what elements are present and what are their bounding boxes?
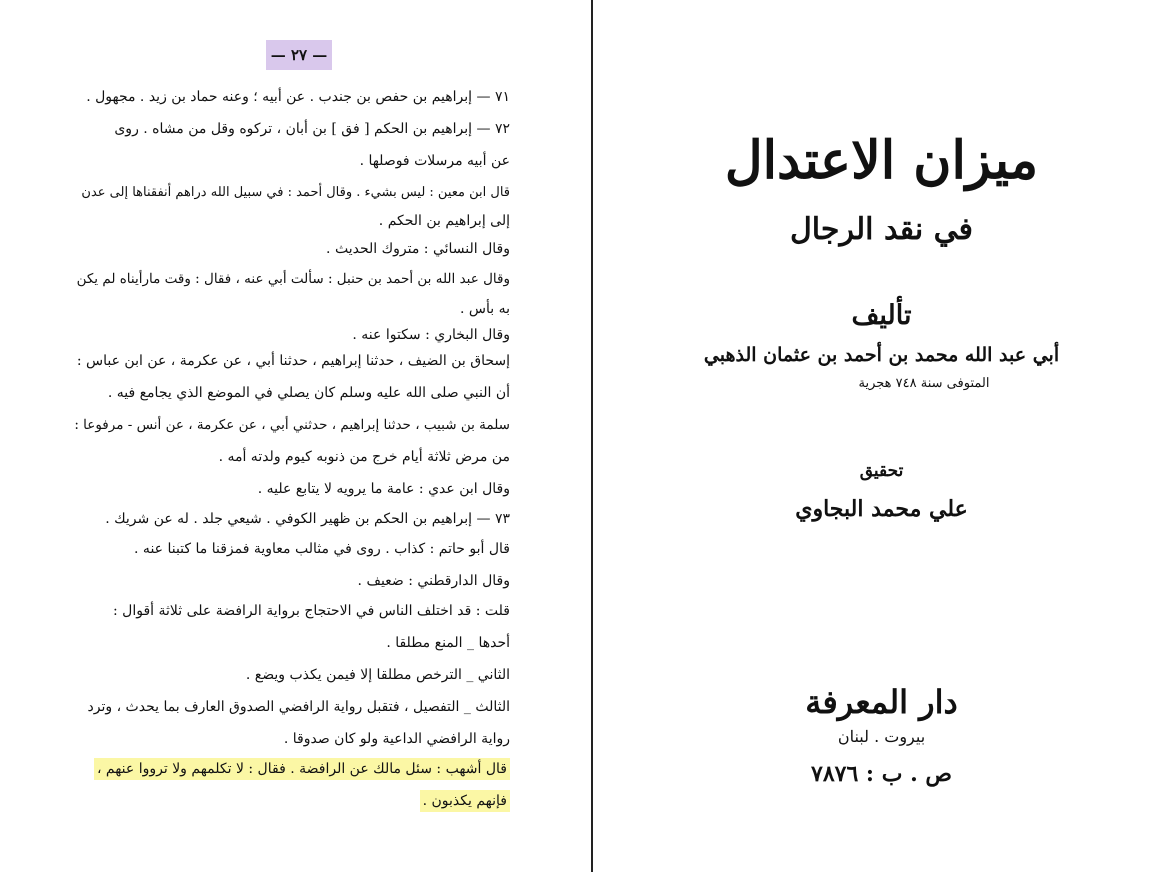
text-line: رواية الرافضي الداعية ولو كان صدوقا . [283, 731, 510, 747]
page-number: — ٢٧ — [266, 40, 332, 70]
text-line: أحدها _ المنع مطلقا . [386, 635, 510, 651]
text-line: ٧٣ — إبراهيم بن الحكم بن ظهير الكوفي . شيعي جلد . له عن شريك . [105, 511, 510, 527]
text-line: وقال النسائي : متروك الحديث . [326, 241, 510, 257]
text-line: ٧٢ — إبراهيم بن الحكم [ فق ] بن أبان ، تركوه وقل من مشاه . روى [114, 121, 510, 137]
publisher-city: بيروت . لبنان [837, 727, 926, 746]
highlighted-line: قال أشهب : سئل مالك عن الرافضة . فقال : لا تكلمهم ولا ترووا عنهم ، [94, 758, 510, 780]
text-line: قال ابن معين : ليس بشيء . وقال أحمد : في سبيل الله دراهم أنفقناها إلى عدن [81, 185, 510, 200]
title-page [594, 0, 1169, 872]
author-death-note: المتوفى سنة ٧٤٨ هجرية [858, 376, 990, 391]
text-line: به بأس . [459, 301, 510, 317]
book-title: ميزان الاعتدال [724, 130, 1039, 191]
text-line: ٧١ — إبراهيم بن حفص بن جندب . عن أبيه ؛ وعنه حماد بن زيد . مجهول . [86, 89, 510, 105]
book-subtitle: في نقد الرجال [789, 212, 974, 247]
text-line: وقال الدارقطني : ضعيف . [357, 573, 510, 589]
text-line: وقال البخاري : سكتوا عنه . [352, 327, 510, 343]
text-line: سلمة بن شبيب ، حدثنا إبراهيم ، حدثني أبي ، عن عكرمة ، عن أنس - مرفوعا : [74, 417, 510, 433]
authorship-label: تأليف [851, 300, 912, 331]
text-line: إلى إبراهيم بن الحكم . [378, 213, 510, 229]
text-line: من مرض ثلاثة أيام خرج من ذنوبه كيوم ولدته أمه . [218, 449, 510, 465]
text-line: عن أبيه مرسلات فوصلها . [359, 153, 510, 169]
text-line: الثاني _ الترخص مطلقا إلا فيمن يكذب ويضع . [245, 667, 510, 683]
editor-label: تحقيق [859, 461, 904, 481]
text-line: أن النبي صلى الله عليه وسلم كان يصلي في الموضع الذي يجامع فيه . [107, 385, 510, 401]
text-line: الثالث _ التفصيل ، فتقبل رواية الرافضي الصدوق العارف بما يحدث ، وترد [87, 699, 510, 715]
highlighted-line: فإنهم يكذبون . [420, 790, 510, 812]
text-line: قلت : قد اختلف الناس في الاحتجاج برواية الرافضة على ثلاثة أقوال : [112, 603, 510, 619]
text-line: وقال عبد الله بن أحمد بن حنبل : سألت أبي عنه ، فقال : وقت مارأيناه لم يكن [76, 271, 510, 287]
page-divider [591, 0, 593, 872]
text-line: إسحاق بن الضيف ، حدثنا إبراهيم ، حدثنا أبي ، عن عكرمة ، عن ابن عباس : [76, 353, 510, 369]
author-name: أبي عبد الله محمد بن أحمد بن عثمان الذهبي [703, 344, 1060, 366]
text-line: وقال ابن عدي : عامة ما يرويه لا يتابع عليه . [257, 481, 510, 497]
text-line: قال أبو حاتم : كذاب . روى في مثالب معاوية فمزقنا ما كتبنا عنه . [134, 541, 510, 557]
editor-name: علي محمد البجاوي [795, 496, 968, 522]
publisher-po-box: ص . ب : ٧٨٧٦ [811, 761, 952, 787]
publisher-name: دار المعرفة [805, 683, 958, 721]
